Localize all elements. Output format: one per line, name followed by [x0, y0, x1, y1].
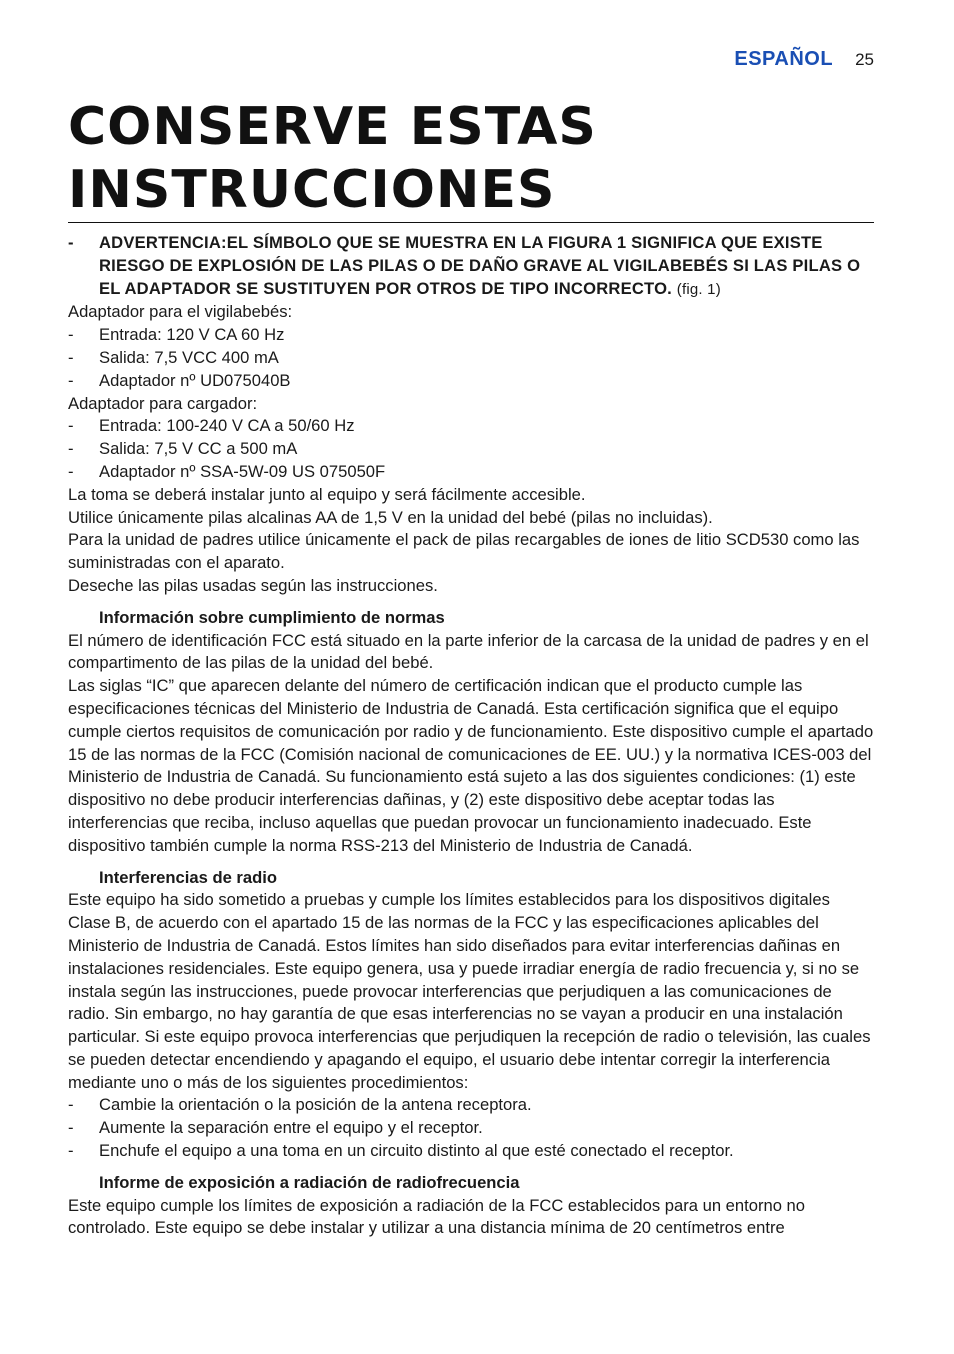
radio-item: - Enchufe el equipo a una toma en un circuito distinto al que esté conectado el receptor.	[68, 1140, 874, 1163]
document-body	[68, 232, 874, 1240]
warning-item	[68, 232, 874, 301]
compliance-paragraph: El número de identificación FCC está situado en la parte inferior de la carcasa de la unidad de padres y en el compartimento de las pilas de la unidad del bebé.	[68, 630, 869, 673]
figure-reference: (fig. 1)	[676, 280, 721, 298]
page-title: CONSERVE ESTAS INSTRUCCIONES	[68, 97, 597, 220]
adapter-charger-item: - Adaptador nº SSA-5W-09 US 075050F	[68, 461, 874, 484]
page-header	[734, 48, 874, 71]
note-paragraph: Deseche las pilas usadas según las instrucciones.	[68, 575, 438, 595]
adapter-monitor-item: - Entrada: 120 V CA 60 Hz	[68, 324, 874, 347]
note-paragraph: La toma se deberá instalar junto al equipo y será fácilmente accesible.	[68, 484, 586, 504]
exposure-heading: Informe de exposición a radiación de radiofrecuencia	[99, 1172, 520, 1192]
title-divider	[68, 222, 874, 223]
warning-text: ADVERTENCIA:EL SÍMBOLO QUE SE MUESTRA EN LA FIGURA 1 SIGNIFICA QUE EXISTE RIESGO DE EXPLOSIÓN DE LAS PILAS O DE DAÑO GRAVE AL VIGILABEBÉS SI LAS PILAS O EL ADAPTADOR SE SUSTITUYEN POR OTROS DE TIPO INCORRECTO.	[99, 233, 861, 298]
adapter-monitor-label: Adaptador para el vigilabebés:	[68, 302, 293, 322]
page-number: 25	[855, 50, 874, 69]
adapter-charger-item: - Salida: 7,5 V CC a 500 mA	[68, 438, 874, 461]
exposure-paragraph: Este equipo cumple los límites de exposición a radiación de la FCC establecidos para un entorno no controlado. Este equipo se debe instalar y utilizar a una distancia mínima de 20 centímetros entre	[68, 1195, 806, 1238]
adapter-monitor-item: - Salida: 7,5 VCC 400 mA	[68, 347, 874, 370]
radio-item: - Cambie la orientación o la posición de la antena receptora.	[68, 1094, 874, 1117]
note-paragraph: Utilice únicamente pilas alcalinas AA de 1,5 V en la unidad del bebé (pilas no incluidas).	[68, 507, 713, 527]
adapter-monitor-item: - Adaptador nº UD075040B	[68, 370, 874, 393]
compliance-heading: Información sobre cumplimiento de normas	[99, 607, 445, 627]
note-paragraph: Para la unidad de padres utilice únicamente el pack de pilas recargables de iones de litio SCD530 como las suministradas con el aparato.	[68, 530, 860, 573]
adapter-charger-item: - Entrada: 100-240 V CA a 50/60 Hz	[68, 415, 874, 438]
radio-item: - Aumente la separación entre el equipo y el receptor.	[68, 1117, 874, 1140]
adapter-charger-label: Adaptador para cargador:	[68, 393, 258, 413]
radio-heading: Interferencias de radio	[99, 867, 277, 887]
language-label: ESPAÑOL	[734, 48, 834, 70]
compliance-paragraph: Las siglas “IC” que aparecen delante del número de certificación indican que el producto cumple las especificaciones técnicas del Ministerio de Industria de Canadá. Esta certificación significa que el equipo cumple ciertos requisitos de comunicación por radio y de funcionamiento. Este dispositivo cumple el apartado 15 de las normas de la FCC (Comisión nacional de comunicaciones de EE. UU.) y la normativa ICES-003 del Ministerio de Industria de Canadá. Su funcionamiento está sujeto a las dos siguientes condiciones: (1) este dispositivo no debe producir interferencias dañinas, y (2) este dispositivo debe aceptar todas las interferencias que reciba, incluso aquellas que puedan provocar un funcionamiento inadecuado. Este dispositivo también cumple la norma RSS-213 del Ministerio de Industria de Canadá.	[68, 676, 874, 855]
radio-paragraph: Este equipo ha sido sometido a pruebas y cumple los límites establecidos para los dispositivos digitales Clase B, de acuerdo con el apartado 15 de las normas de la FCC y las especificaciones aplicables del Ministerio de Industria de Canadá. Estos límites han sido diseñados para evitar interferencias dañinas en instalaciones residenciales. Este equipo genera, usa y puede irradiar energía de radio frecuencia y, si no se instala según las instrucciones, puede provocar interferencias que perjudiquen a las comunicaciones de radio. Sin embargo, no hay garantía de que esas interferencias no se vayan a producir en una instalación particular. Si este equipo provoca interferencias que perjudiquen la recepción de radio o televisión, las cuales se pueden detectar encendiendo y apagando el equipo, el usuario debe intentar corregir la interferencia mediante uno o más de los siguientes procedimientos:	[68, 890, 871, 1092]
